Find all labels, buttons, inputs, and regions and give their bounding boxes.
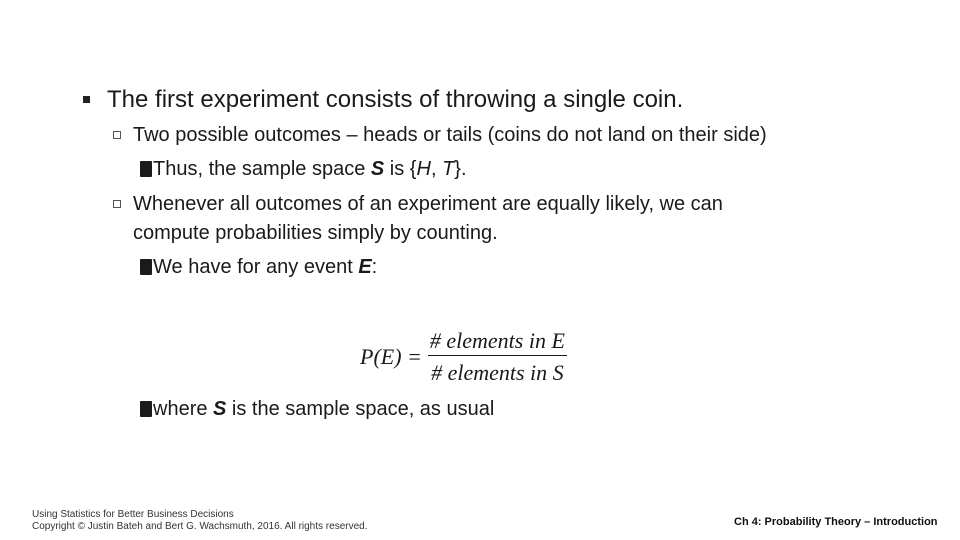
formula-lhs: P(E) = xyxy=(360,344,422,369)
sub-bullet-equally-likely xyxy=(133,193,723,216)
sample-space-line xyxy=(140,158,467,181)
sub-bullet-icon xyxy=(113,131,121,139)
missing-glyph-icon xyxy=(140,161,152,177)
text-part: , xyxy=(430,158,443,180)
symbol-H: H xyxy=(416,158,431,180)
sub-bullet-text: compute probabilities simply by counting. xyxy=(133,222,498,244)
text-part: where xyxy=(153,398,214,420)
missing-glyph-icon xyxy=(140,259,152,275)
sub-bullet-outcomes xyxy=(133,124,767,147)
bullet-square-icon xyxy=(83,96,90,103)
symbol-S: S xyxy=(370,158,385,180)
symbol-T: T xyxy=(442,158,455,180)
footer-copyright xyxy=(32,509,368,533)
formula-fraction xyxy=(428,328,567,386)
probability-formula xyxy=(360,328,567,386)
sub-bullet-equally-likely-cont xyxy=(133,222,498,245)
text-part: : xyxy=(371,256,378,278)
text-part: }. xyxy=(454,158,467,180)
symbol-S: S xyxy=(213,398,227,420)
missing-glyph-icon xyxy=(140,401,152,417)
footer-chapter: Ch 4: Probability Theory – Introduction xyxy=(734,516,938,528)
bullet-first-experiment xyxy=(107,86,683,114)
event-line xyxy=(140,256,377,279)
text-part: is the sample space, as usual xyxy=(226,398,495,420)
sub-bullet-text: Two possible outcomes – heads or tails (coins do not land on their side) xyxy=(133,124,767,146)
footer-book-title: Using Statistics for Better Business Decisions xyxy=(32,509,234,520)
sub-bullet-text: Whenever all outcomes of an experiment are equally likely, we can xyxy=(133,193,723,215)
formula-denominator: # elements in S xyxy=(431,360,564,385)
symbol-E: E xyxy=(358,256,372,278)
text-part: We have for any event xyxy=(153,256,359,278)
footer-copyright-text: Copyright © Justin Bateh and Bert G. Wachsmuth, 2016. All rights reserved. xyxy=(32,521,368,532)
formula-numerator: # elements in E xyxy=(429,328,565,353)
text-part: Thus, the sample space xyxy=(153,158,371,180)
sub-bullet-icon xyxy=(113,200,121,208)
bullet-text: The first experiment consists of throwing a single coin. xyxy=(107,86,684,113)
where-line xyxy=(140,398,494,421)
text-part: is { xyxy=(384,158,417,180)
